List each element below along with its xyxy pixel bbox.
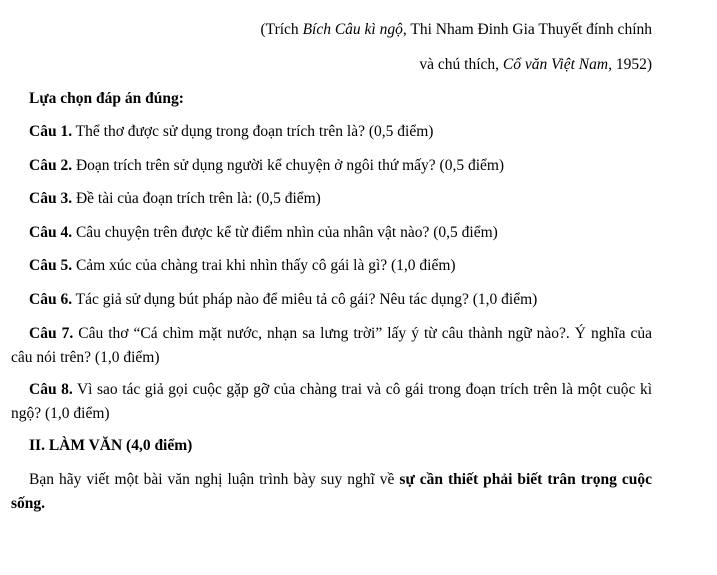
question-text: Đề tài của đoạn trích trên là: (0,5 điểm) [72,190,321,207]
question-label: Câu 7. [29,325,74,342]
question-label: Câu 1. [29,123,73,140]
question-2 [29,156,504,176]
question-label: Câu 3. [29,190,73,207]
citation-text: , Thi Nham Đinh Gia Thuyết đính chính [402,21,652,38]
question-text: Cảm xúc của chàng trai khi nhìn thấy cô gái là gì? (1,0 điểm) [72,257,456,274]
citation-text: 1952) [611,56,652,73]
question-text: Thể thơ được sử dụng trong đoạn trích trên là? (0,5 điểm) [72,123,434,140]
essay-prompt [11,468,652,516]
citation-source: Cổ văn Việt Nam, [502,56,612,73]
question-3 [29,189,321,209]
question-text: Đoạn trích trên sử dụng người kể chuyện ở ngôi thứ mấy? (0,5 điểm) [72,157,505,174]
question-text: Câu thơ “Cá chìm mặt nước, nhạn sa lưng trời” lấy ý từ câu thành ngữ nào?. Ý nghĩa của câu nói trên? (1,0 điểm) [11,325,652,366]
question-label: Câu 5. [29,257,73,274]
section-2-heading: II. LÀM VĂN (4,0 điểm) [29,437,193,454]
question-4 [29,223,498,243]
citation-title: Bích Câu kì ngộ [302,21,403,38]
question-label: Câu 8. [29,381,73,398]
question-label: Câu 2. [29,157,73,174]
citation-line-2 [419,55,652,75]
citation-text: và chú thích, [419,56,503,73]
question-7 [11,322,652,370]
question-6 [29,290,537,310]
essay-prompt-text: Bạn hãy viết một bài văn nghị luận trình bày suy nghĩ về [29,471,400,488]
question-text: Vì sao tác giả gọi cuộc gặp gỡ của chàng trai và cô gái trong đoạn trích trên là một cuộc kì ngộ? (1,0 điểm) [11,381,652,422]
instruction-heading: Lựa chọn đáp án đúng: [29,90,184,107]
question-text: Câu chuyện trên được kể từ điểm nhìn của nhân vật nào? (0,5 điểm) [72,224,498,241]
question-8 [11,378,652,426]
question-label: Câu 4. [29,224,73,241]
citation-text: (Trích [260,21,303,38]
question-text: Tác giả sử dụng bút pháp nào để miêu tả cô gái? Nêu tác dụng? (1,0 điểm) [72,291,538,308]
question-1 [29,122,433,142]
essay-prompt-emphasis: sự cần thiết phải biết trân trọng cuộc sống. [11,471,652,512]
citation-line-1 [261,20,653,40]
question-5 [29,256,456,276]
question-label: Câu 6. [29,291,73,308]
